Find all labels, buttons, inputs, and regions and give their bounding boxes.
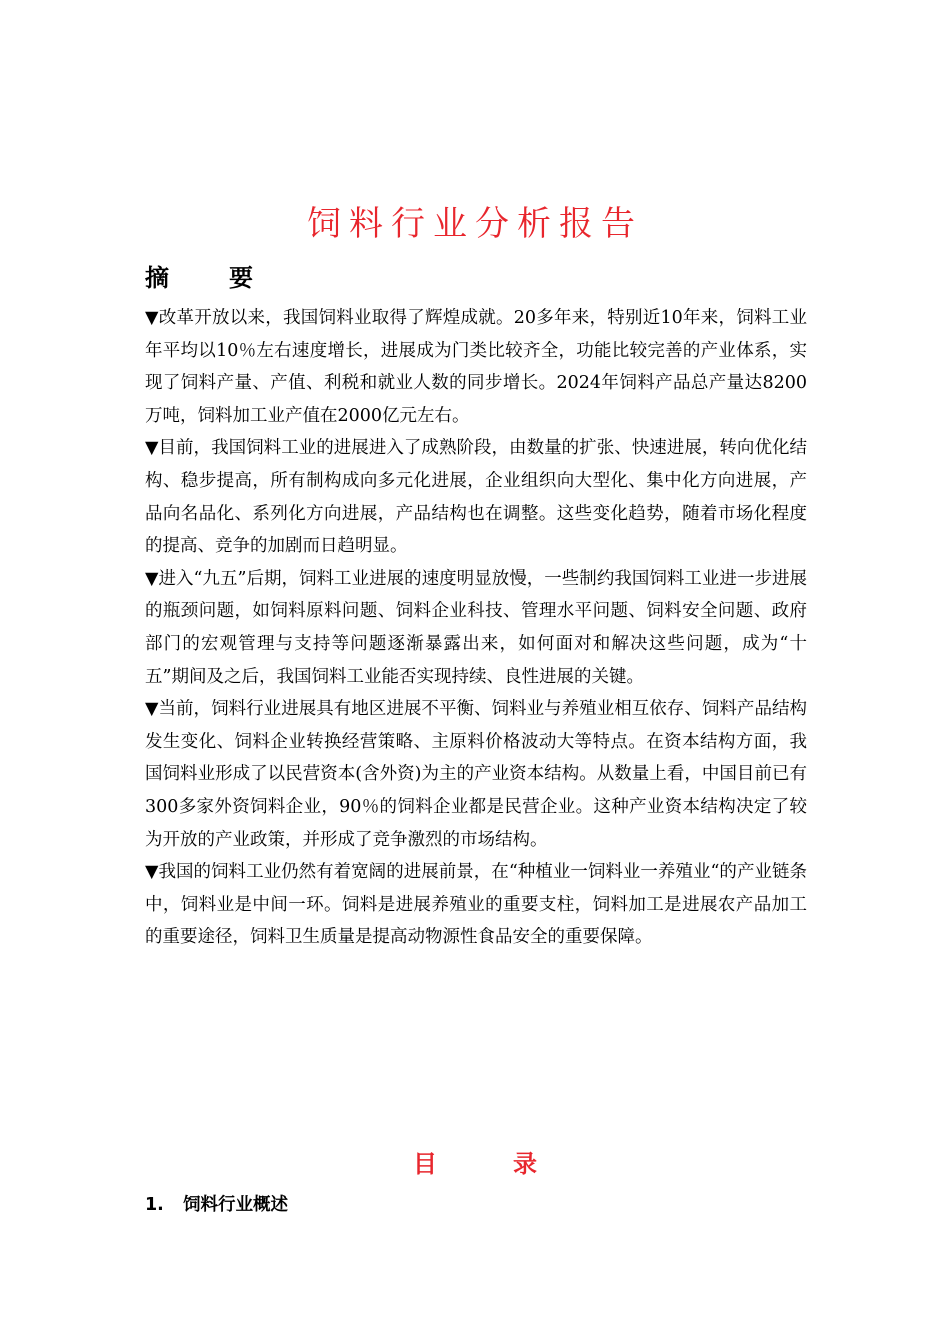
- abstract-body: [145, 302, 807, 954]
- abstract-heading: 摘 要: [145, 264, 271, 292]
- abstract-paragraph-2: [145, 432, 807, 562]
- abstract-paragraph-4: [145, 693, 807, 856]
- toc-heading: 目 录: [413, 1150, 563, 1178]
- triangle-bullet-icon: ▼: [145, 568, 159, 589]
- triangle-bullet-icon: ▼: [145, 862, 159, 883]
- triangle-bullet-icon: ▼: [145, 308, 159, 328]
- abstract-paragraph-3: [145, 563, 807, 693]
- paragraph-text: 我国的饲料工业仍然有着宽阔的进展前景，在“种植业一饲料业一养殖业“的产业链条中，饲料业是中间一环。饲料是进展养殖业的重要支柱，饲料加工是进展农产品加工的重要途径，饲料卫生质量是提高动物源性食品安全的重要保障。: [145, 862, 807, 948]
- abstract-paragraph-5: [145, 856, 807, 954]
- paragraph-text: 当前，饲料行业进展具有地区进展不平衡、饲料业与养殖业相互依存、饲料产品结构发生变化、饲料企业转换经营策略、主原料价格波动大等特点。在资本结构方面，我国饲料业形成了以民营资本(含外资)为主的产业资本结构。从数量上看，中国目前已有300多家外资饲料企业，90％的饲料企业都是民营企业。这种产业资本结构决定了较为开放的产业政策，并形成了竞争激烈的市场结构。: [145, 699, 808, 850]
- paragraph-text: 改革开放以来，我国饲料业取得了辉煌成就。20多年来，特别近10年来，饲料工业年平均以10％左右速度增长，进展成为门类比较齐全，功能比较完善的产业体系，实现了饲料产量、产值、利税和就业人数的同步增长。2024年饲料产品总产量达8200万吨，饲料加工业产值在2000亿元左右。: [145, 308, 807, 426]
- toc-item-label: 饲料行业概述: [183, 1195, 288, 1215]
- paragraph-text: 进入“九五”后期，饲料工业进展的速度明显放慢，一些制约我国饲料工业进一步进展的瓶颈问题，如饲料原料问题、饲料企业科技、管理水平问题、饲料安全问题、政府部门的宏观管理与支持等问题逐渐暴露出来，如何面对和解决这些问题，成为“十五”期间及之后，我国饲料工业能否实现持续、良性进展的关键。: [145, 568, 807, 687]
- triangle-bullet-icon: ▼: [145, 699, 159, 720]
- paragraph-text: 目前，我国饲料工业的进展进入了成熟阶段，由数量的扩张、快速进展，转向优化结构、稳步提高，所有制构成向多元化进展，企业组织向大型化、集中化方向进展，产品向名品化、系列化方向进展，产品结构也在调整。这些变化趋势，随着市场化程度的提高、竞争的加剧而日趋明显。: [145, 438, 808, 557]
- toc-item-number: 1.: [145, 1195, 164, 1215]
- document-title: 饲料行业分析报告: [307, 204, 643, 244]
- toc-item[interactable]: [145, 1190, 288, 1220]
- triangle-bullet-icon: ▼: [145, 438, 159, 459]
- abstract-paragraph-1: [145, 302, 807, 432]
